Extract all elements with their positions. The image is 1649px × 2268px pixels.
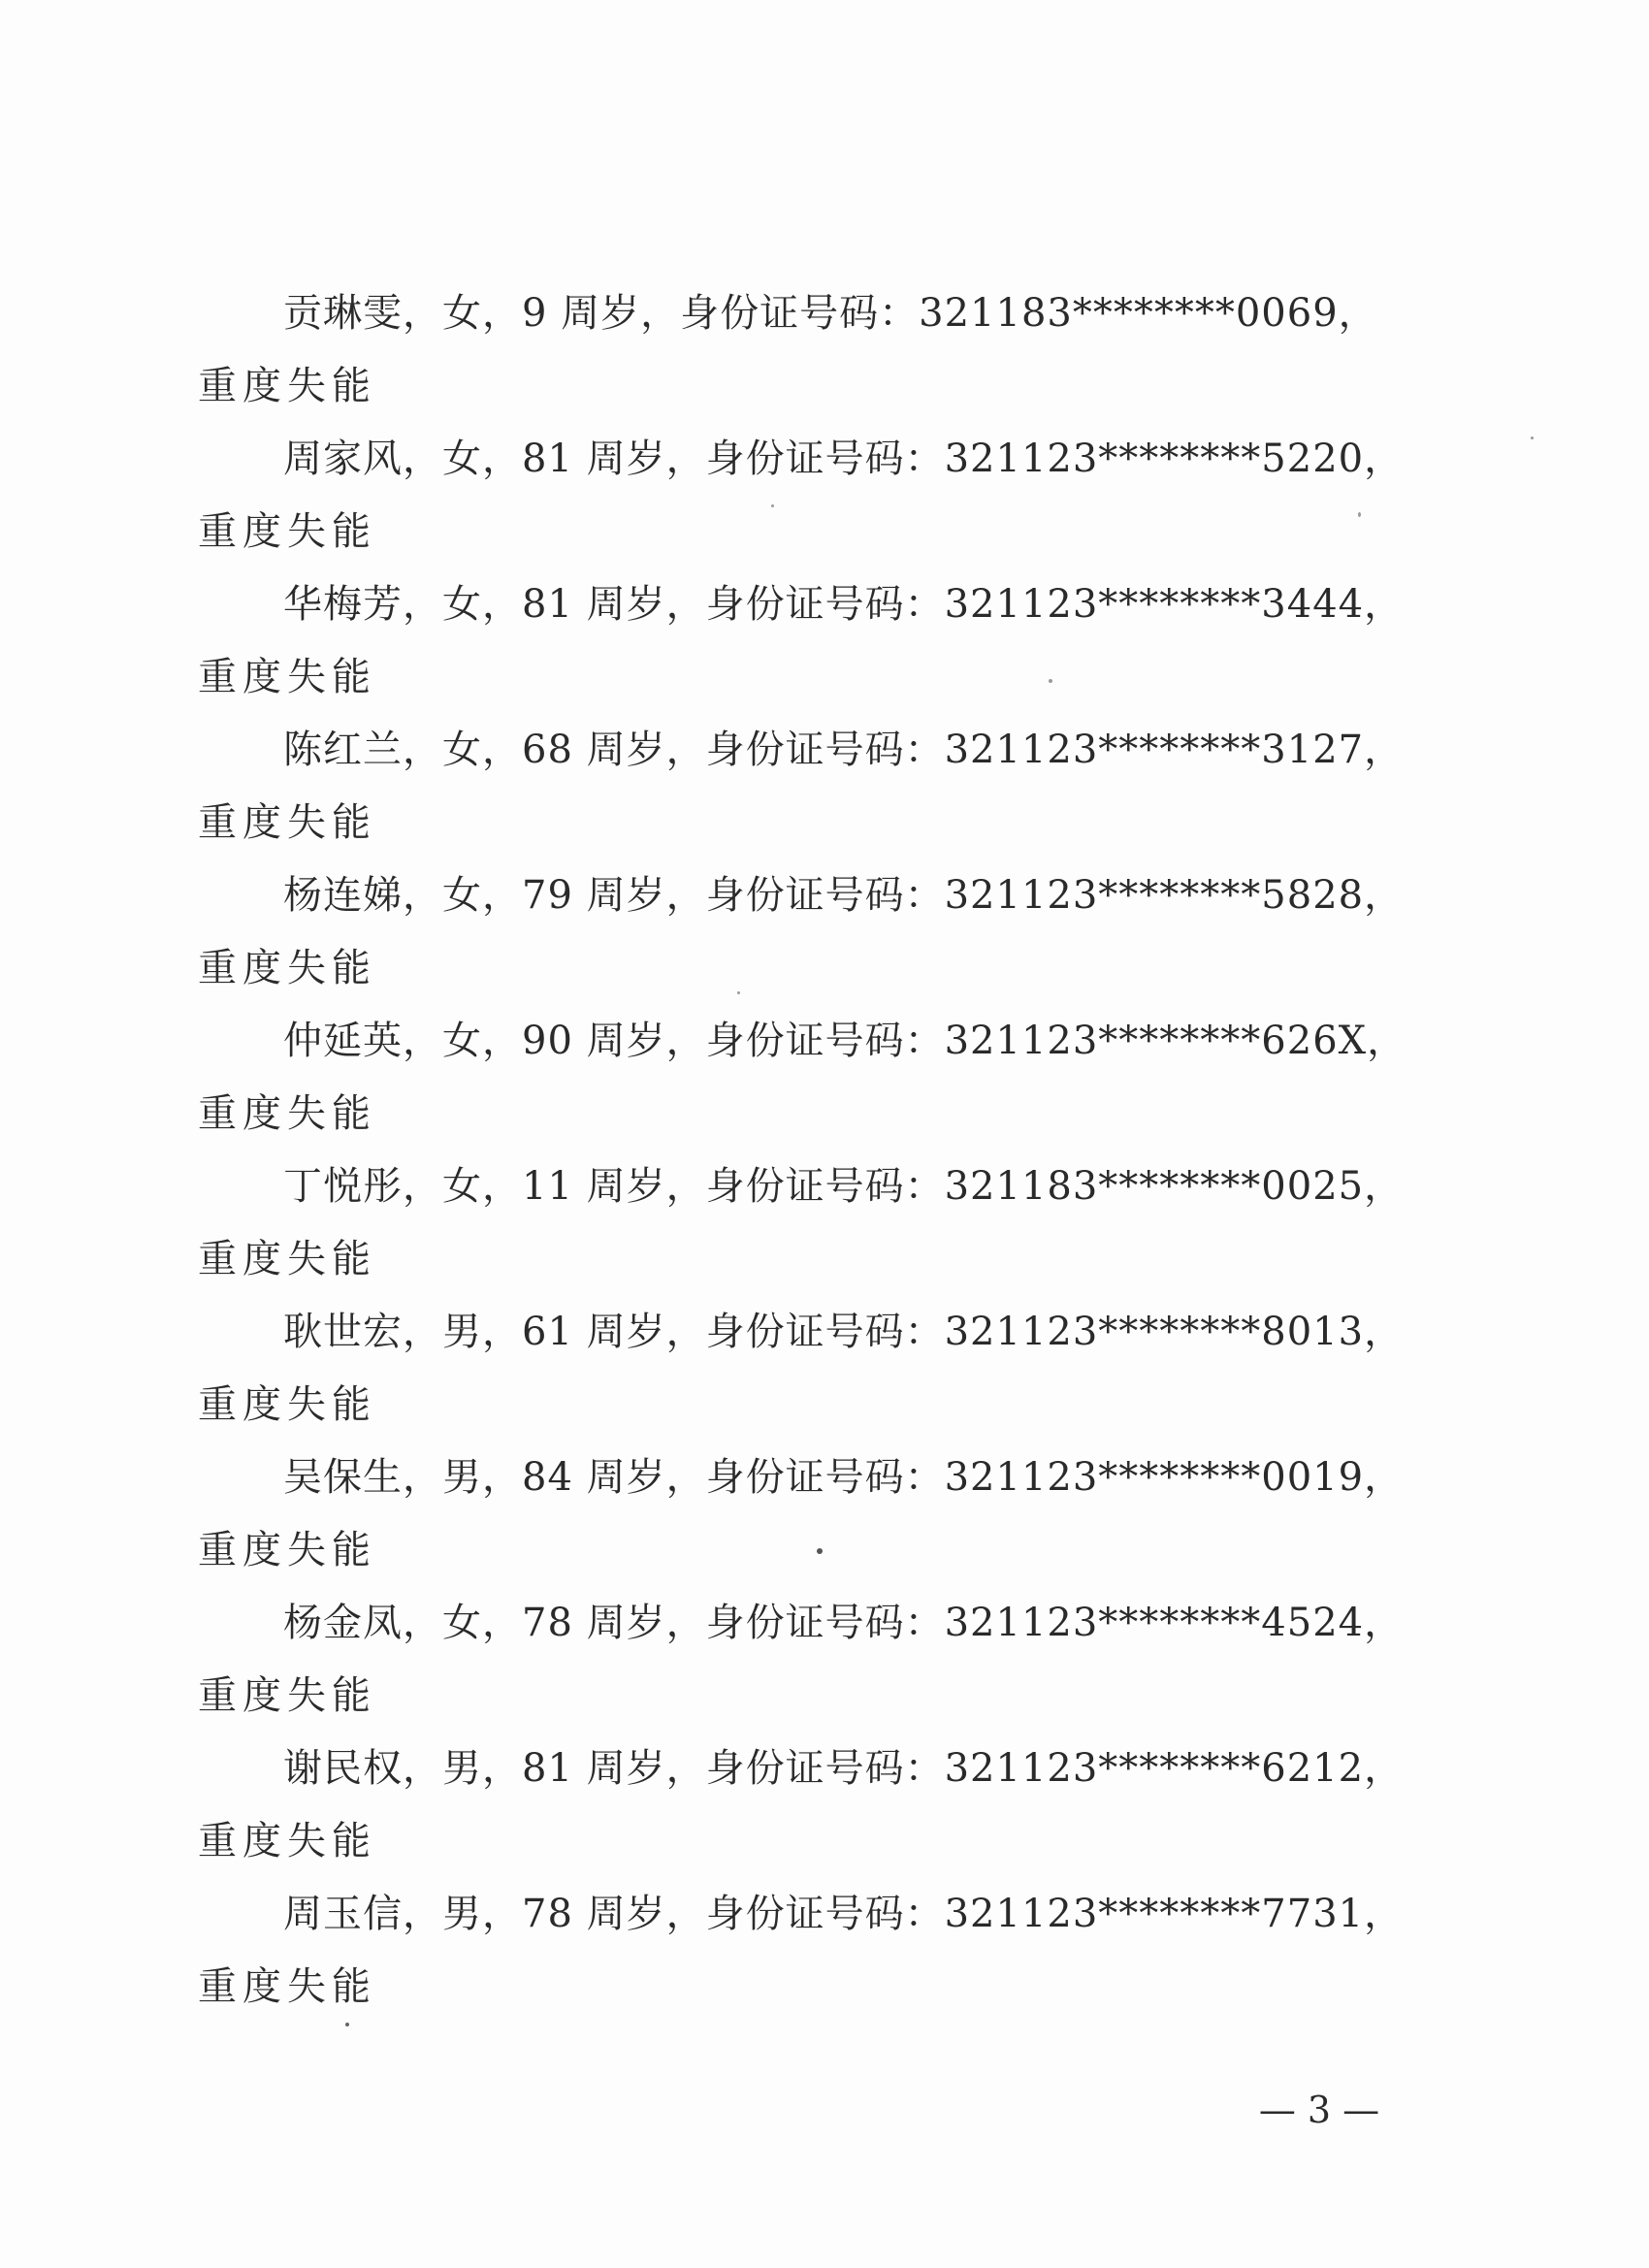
disability-level: 重度失能: [198, 655, 376, 699]
person-entry: [0, 1741, 1649, 1887]
person-entry: [0, 723, 1649, 868]
disability-level: 重度失能: [198, 800, 376, 845]
scan-speck: [737, 991, 740, 994]
person-details: 杨金凤，女，78 周岁，身份证号码：321123********4524，: [283, 1601, 1405, 1645]
disability-level: 重度失能: [198, 1964, 376, 2009]
disability-level: 重度失能: [198, 364, 376, 408]
person-entry: [0, 868, 1649, 1014]
person-details: 仲延英，女，90 周岁，身份证号码：321123********626X，: [283, 1019, 1407, 1063]
scan-speck: [1531, 437, 1534, 439]
disability-level: 重度失能: [198, 1091, 376, 1136]
person-details: 华梅芳，女，81 周岁，身份证号码：321123********3444，: [283, 582, 1405, 627]
person-details: 杨连娣，女，79 周岁，身份证号码：321123********5828，: [283, 873, 1405, 918]
person-entry: [0, 432, 1649, 577]
disability-level: 重度失能: [198, 946, 376, 990]
person-details: 周玉信，男，78 周岁，身份证号码：321123********7731，: [283, 1892, 1405, 1936]
page-number: — 3 —: [1258, 2089, 1380, 2131]
disability-level: 重度失能: [198, 1673, 376, 1718]
scan-speck: [1049, 679, 1052, 683]
disability-level: 重度失能: [198, 1237, 376, 1281]
scan-speck: [817, 1548, 823, 1554]
disability-level: 重度失能: [198, 1819, 376, 1863]
person-details: 陈红兰，女，68 周岁，身份证号码：321123********3127，: [283, 728, 1405, 772]
person-entry: [0, 1014, 1649, 1159]
person-details: 吴保生，男，84 周岁，身份证号码：321123********0019，: [283, 1455, 1405, 1500]
person-entry: [0, 1305, 1649, 1450]
person-details: 丁悦彤，女，11 周岁，身份证号码：321183********0025，: [283, 1164, 1405, 1209]
person-entry: [0, 1887, 1649, 2032]
disability-level: 重度失能: [198, 1382, 376, 1427]
person-details: 谢民权，男，81 周岁，身份证号码：321123********6212，: [283, 1746, 1405, 1791]
scan-speck: [345, 2023, 349, 2026]
scan-speck: [1358, 512, 1361, 517]
person-entry: [0, 577, 1649, 723]
person-details: 周家风，女，81 周岁，身份证号码：321123********5220，: [283, 437, 1405, 481]
person-details: 耿世宏，男，61 周岁，身份证号码：321123********8013，: [283, 1310, 1405, 1354]
person-entry: [0, 1596, 1649, 1741]
person-entry: [0, 286, 1649, 432]
scan-speck: [771, 504, 774, 507]
person-entry: [0, 1159, 1649, 1305]
disability-level: 重度失能: [198, 509, 376, 554]
person-details: 贡琳雯，女，9 周岁，身份证号码：321183********0069，: [283, 291, 1378, 336]
person-entry: [0, 1450, 1649, 1596]
disability-level: 重度失能: [198, 1528, 376, 1572]
